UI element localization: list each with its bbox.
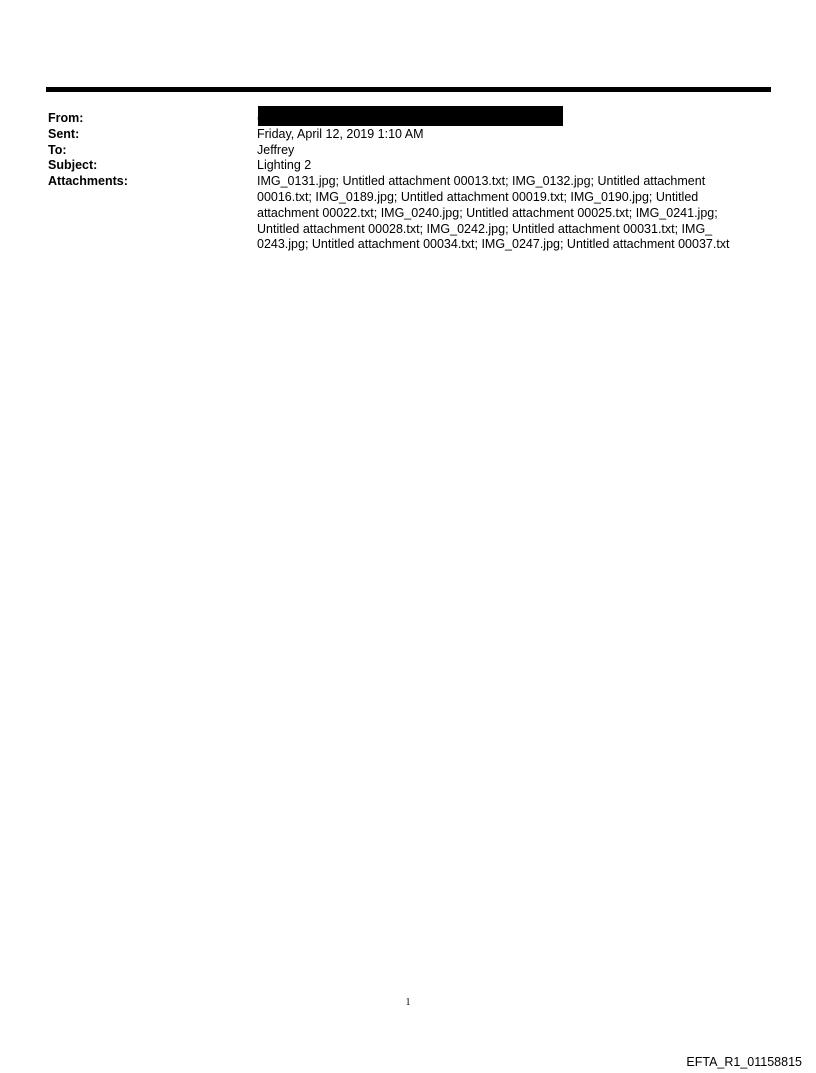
subject-value: Lighting 2 — [257, 158, 312, 173]
header-rule — [46, 87, 771, 92]
to-value: Jeffrey — [257, 142, 295, 157]
from-row — [48, 111, 768, 127]
attachments-label: Attachments: — [48, 174, 128, 189]
page-number: 1 — [405, 997, 411, 1008]
attachments-line: IMG_0131.jpg; Untitled attachment 00013.txt; IMG_0132.jpg; Untitled attachment — [257, 174, 706, 189]
subject-label: Subject: — [48, 158, 98, 173]
attachments-value — [257, 174, 768, 253]
from-label: From: — [48, 111, 84, 125]
to-row — [48, 143, 768, 159]
document-id: EFTA_R1_01158815 — [686, 1055, 802, 1069]
attachments-line: 00016.txt; IMG_0189.jpg; Untitled attachment 00019.txt; IMG_0190.jpg; Untitled — [257, 189, 699, 204]
attachments-line: 0243.jpg; Untitled attachment 00034.txt; IMG_0247.jpg; Untitled attachment 00037.txt — [257, 237, 730, 252]
attachments-line: Untitled attachment 00028.txt; IMG_0242.jpg; Untitled attachment 00031.txt; IMG_ — [257, 221, 713, 236]
attachments-line: attachment 00022.txt; IMG_0240.jpg; Untitled attachment 00025.txt; IMG_0241.jpg; — [257, 205, 718, 220]
redaction-bar — [258, 106, 563, 126]
to-label: To: — [48, 142, 67, 157]
sent-label: Sent: — [48, 126, 80, 141]
from-value — [257, 111, 768, 127]
sent-row — [48, 127, 768, 143]
email-header — [48, 111, 768, 253]
sent-value: Friday, April 12, 2019 1:10 AM — [257, 126, 424, 141]
attachments-row — [48, 174, 768, 253]
subject-row — [48, 158, 768, 174]
